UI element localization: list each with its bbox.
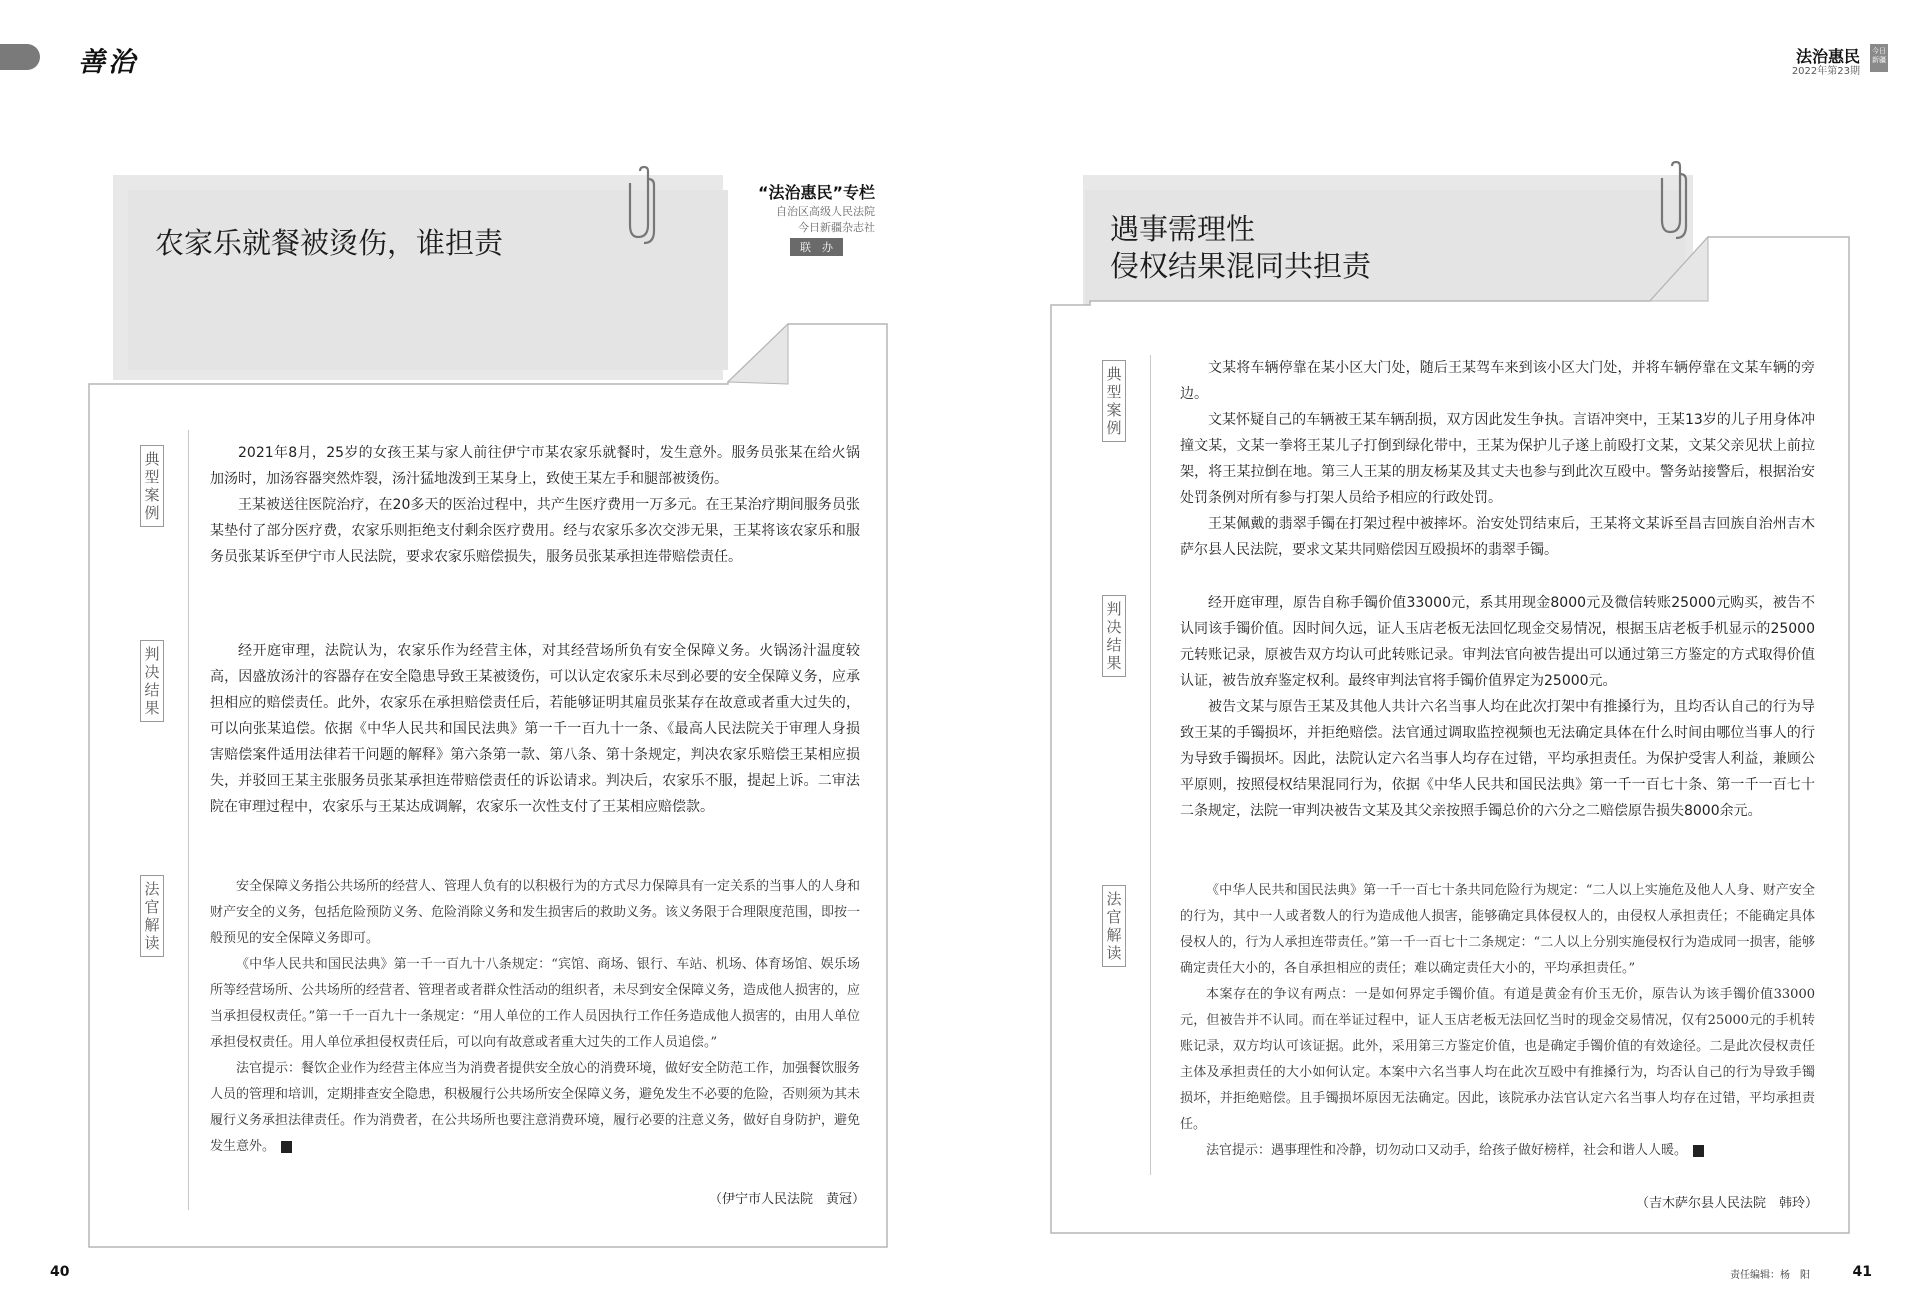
right-case-section — [1180, 355, 1815, 563]
right-case-para-3: 王某佩戴的翡翠手镯在打架过程中被摔坏。治安处罚结束后，王某将文某诉至昌吉回族自治州吉木萨尔县人民法院，要求文某共同赔偿因互殴损坏的翡翠手镯。 — [1180, 516, 1815, 558]
left-case-section — [210, 440, 860, 570]
right-result-para-2: 被告文某与原告王某及其他人共计六名当事人均在此次打架中有推搡行为，且均否认自己的行为导致王某的手镯损坏，并拒绝赔偿。法官通过调取监控视频也无法确定具体在什么时间由哪位当事人的行为导致手镯损坏。因此，法院认定六名当事人均存在过错，平均承担责任。为保护受害人利益，兼顾公平原则，按照侵权结果混同行为，依据《中华人民共和国民法典》第一千一百七十条、第一千一百七十二条规定，法院一审判决被告文某及其父亲按照手镯总价的六分之二赔偿原告损失8000余元。 — [1180, 699, 1815, 819]
right-signature: （吉木萨尔县人民法院 韩玲） — [1635, 1196, 1818, 1211]
end-mark-icon — [1693, 1145, 1704, 1157]
right-case-para-1: 文某将车辆停靠在某小区大门处，随后王某驾车来到该小区大门处，并将车辆停靠在文某车辆的旁边。 — [1180, 360, 1815, 402]
right-judge-section — [1180, 878, 1815, 1164]
right-judge-para-2: 本案存在的争议有两点：一是如何界定手镯价值。有道是黄金有价玉无价，原告认为该手镯价值33000元，但被告并不认同。而在举证过程中，证人玉店老板无法回忆当时的现金交易情况，仅有25000元的手机转账记录，双方均认可该证据。此外，采用第三方鉴定价值，也是确定手镯价值的有效途径。二是此次侵权责任主体及承担责任的大小如何认定。本案中六名当事人均在此次互殴中有推搡行为，均否认自己的行为导致手镯损坏，并拒绝赔偿。且手镯损坏原因无法确定。因此，该院承办法官认定六名当事人均存在过错，平均承担责任。 — [1180, 987, 1815, 1132]
left-judge-section — [210, 874, 860, 1160]
magazine-badge: 今日新疆 — [1870, 44, 1888, 72]
left-page-number: 40 — [50, 1264, 70, 1280]
left-result-para-1: 经开庭审理，法院认为，农家乐作为经营主体，对其经营场所负有安全保障义务。火锅汤汁温度较高，因盛放汤汁的容器存在安全隐患导致王某被烫伤，可以认定农家乐未尽到必要的安全保障义务，应承担相应的赔偿责任。此外，农家乐在承担赔偿责任后，若能够证明其雇员张某存在故意或者重大过失的，可以向张某追偿。依据《中华人民共和国民法典》第一千一百九十一条、《最高人民法院关于审理人身损害赔偿案件适用法律若干问题的解释》第六条第一款、第八条、第十条规定，判决农家乐赔偿王某相应损失，并驳回王某主张服务员张某承担连带赔偿责任的诉讼请求。判决后，农家乐不服，提起上诉。二审法院在审理过程中，农家乐与王某达成调解，农家乐一次性支付了王某相应赔偿款。 — [210, 643, 860, 815]
right-page-number: 41 — [1852, 1264, 1872, 1280]
left-label-rule — [188, 430, 189, 1210]
organizer-2: 今日新疆杂志社 — [798, 221, 875, 234]
left-result-section — [210, 638, 860, 820]
paperclip-icon — [1660, 160, 1694, 240]
right-result-label: 判决结果 — [1102, 595, 1126, 677]
left-judge-para-3 — [210, 1056, 860, 1160]
right-judge-label: 法官解读 — [1102, 885, 1126, 967]
section-name: 善治 — [78, 47, 138, 78]
left-result-label: 判决结果 — [140, 640, 164, 722]
left-signature: （伊宁市人民法院 黄冠） — [708, 1192, 865, 1207]
end-mark-icon — [281, 1141, 292, 1153]
right-judge-tip: 法官提示：遇事理性和冷静，切勿动口又动手，给孩子做好榜样，社会和谐人人暖。 — [1206, 1143, 1688, 1158]
editor-credit: 责任编辑：杨 阳 — [1730, 1270, 1810, 1281]
left-case-para-2: 王某被送往医院治疗，在20多天的医治过程中，共产生医疗费用一万多元。在王某治疗期间服务员张某垫付了部分医疗费，农家乐则拒绝支付剩余医疗费用。经与农家乐多次交涉无果，王某将该农家乐和服务员张某诉至伊宁市人民法院，要求农家乐赔偿损失，服务员张某承担连带赔偿责任。 — [210, 497, 860, 565]
right-article-title-line1: 遇事需理性 — [1110, 212, 1256, 246]
magazine-issue: 2022年第23期 — [1791, 66, 1860, 77]
right-judge-para-3 — [1180, 1138, 1815, 1164]
left-judge-para-1: 安全保障义务指公共场所的经营人、管理人负有的以积极行为的方式尽力保障具有一定关系的当事人的人身和财产安全的义务，包括危险预防义务、危险消除义务和发生损害后的救助义务。该义务限于合理限度范围，即按一般预见的安全保障义务即可。 — [210, 879, 861, 946]
lianban-badge: 联 办 — [790, 238, 843, 256]
right-case-label: 典型案例 — [1102, 360, 1126, 442]
section-tab-marker — [0, 44, 40, 70]
organizer-1: 自治区高级人民法院 — [776, 205, 875, 218]
right-result-section — [1180, 590, 1815, 824]
left-article-title: 农家乐就餐被烫伤，谁担责 — [155, 226, 504, 260]
right-result-para-1: 经开庭审理，原告自称手镯价值33000元，系其用现金8000元及微信转账25000元购买，被告不认同该手镯价值。因时间久远，证人玉店老板无法回忆现金交易情况，根据玉店老板手机显示的25000元转账记录，原被告双方均认可此转账记录。审判法官向被告提出可以通过第三方鉴定的方式取得价值认证，被告放弃鉴定权利。最终审判法官将手镯价值界定为25000元。 — [1180, 595, 1815, 689]
right-judge-para-1: 《中华人民共和国民法典》第一千一百七十条共同危险行为规定：“二人以上实施危及他人人身、财产安全的行为，其中一人或者数人的行为造成他人损害，能够确定具体侵权人的，由侵权人承担责任；不能确定具体侵权人的，行为人承担连带责任。”第一千一百七十二条规定：“二人以上分别实施侵权行为造成同一损害，能够确定责任大小的，各自承担相应的责任；难以确定责任大小的，平均承担责任。” — [1180, 883, 1815, 976]
right-label-rule — [1150, 355, 1151, 1175]
right-case-para-2: 文某怀疑自己的车辆被王某车辆刮损，双方因此发生争执。言语冲突中，王某13岁的儿子用身体冲撞文某，文某一拳将王某儿子打倒到绿化带中，王某为保护儿子遂上前殴打文某，文某父亲见状上前拉架，将王某拉倒在地。第三人王某的朋友杨某及其丈夫也参与到此次互殴中。警务站接警后，根据治安处罚条例对所有参与打架人员给予相应的行政处罚。 — [1180, 412, 1815, 506]
left-case-para-1: 2021年8月，25岁的女孩王某与家人前往伊宁市某农家乐就餐时，发生意外。服务员张某在给火锅加汤时，加汤容器突然炸裂，汤汁猛地泼到王某身上，致使王某左手和腿部被烫伤。 — [210, 445, 860, 487]
magazine-title: 法治惠民 — [1795, 47, 1860, 66]
left-judge-tip: 法官提示：餐饮企业作为经营主体应当为消费者提供安全放心的消费环境，做好安全防范工作，加强餐饮服务人员的管理和培训，定期排查安全隐患，积极履行公共场所安全保障义务，避免发生不必要的危险，否则须为其未履行义务承担法律责任。作为消费者，在公共场所也要注意消费环境，履行必要的注意义务，做好自身防护，避免发生意外。 — [210, 1061, 861, 1154]
column-credit: “法治惠民”专栏 — [757, 183, 875, 202]
left-judge-para-2: 《中华人民共和国民法典》第一千一百九十八条规定：“宾馆、商场、银行、车站、机场、体育场馆、娱乐场所等经营场所、公共场所的经营者、管理者或者群众性活动的组织者，未尽到安全保障义务，造成他人损害的，应当承担侵权责任。”第一千一百九十一条规定：“用人单位的工作人员因执行工作任务造成他人损害的，由用人单位承担侵权责任。用人单位承担侵权责任后，可以向有故意或者重大过失的工作人员追偿。” — [210, 957, 861, 1050]
left-judge-label: 法官解读 — [140, 875, 164, 957]
left-case-label: 典型案例 — [140, 445, 164, 527]
paperclip-icon — [628, 165, 662, 245]
right-article-title-line2: 侵权结果混同共担责 — [1110, 249, 1372, 283]
